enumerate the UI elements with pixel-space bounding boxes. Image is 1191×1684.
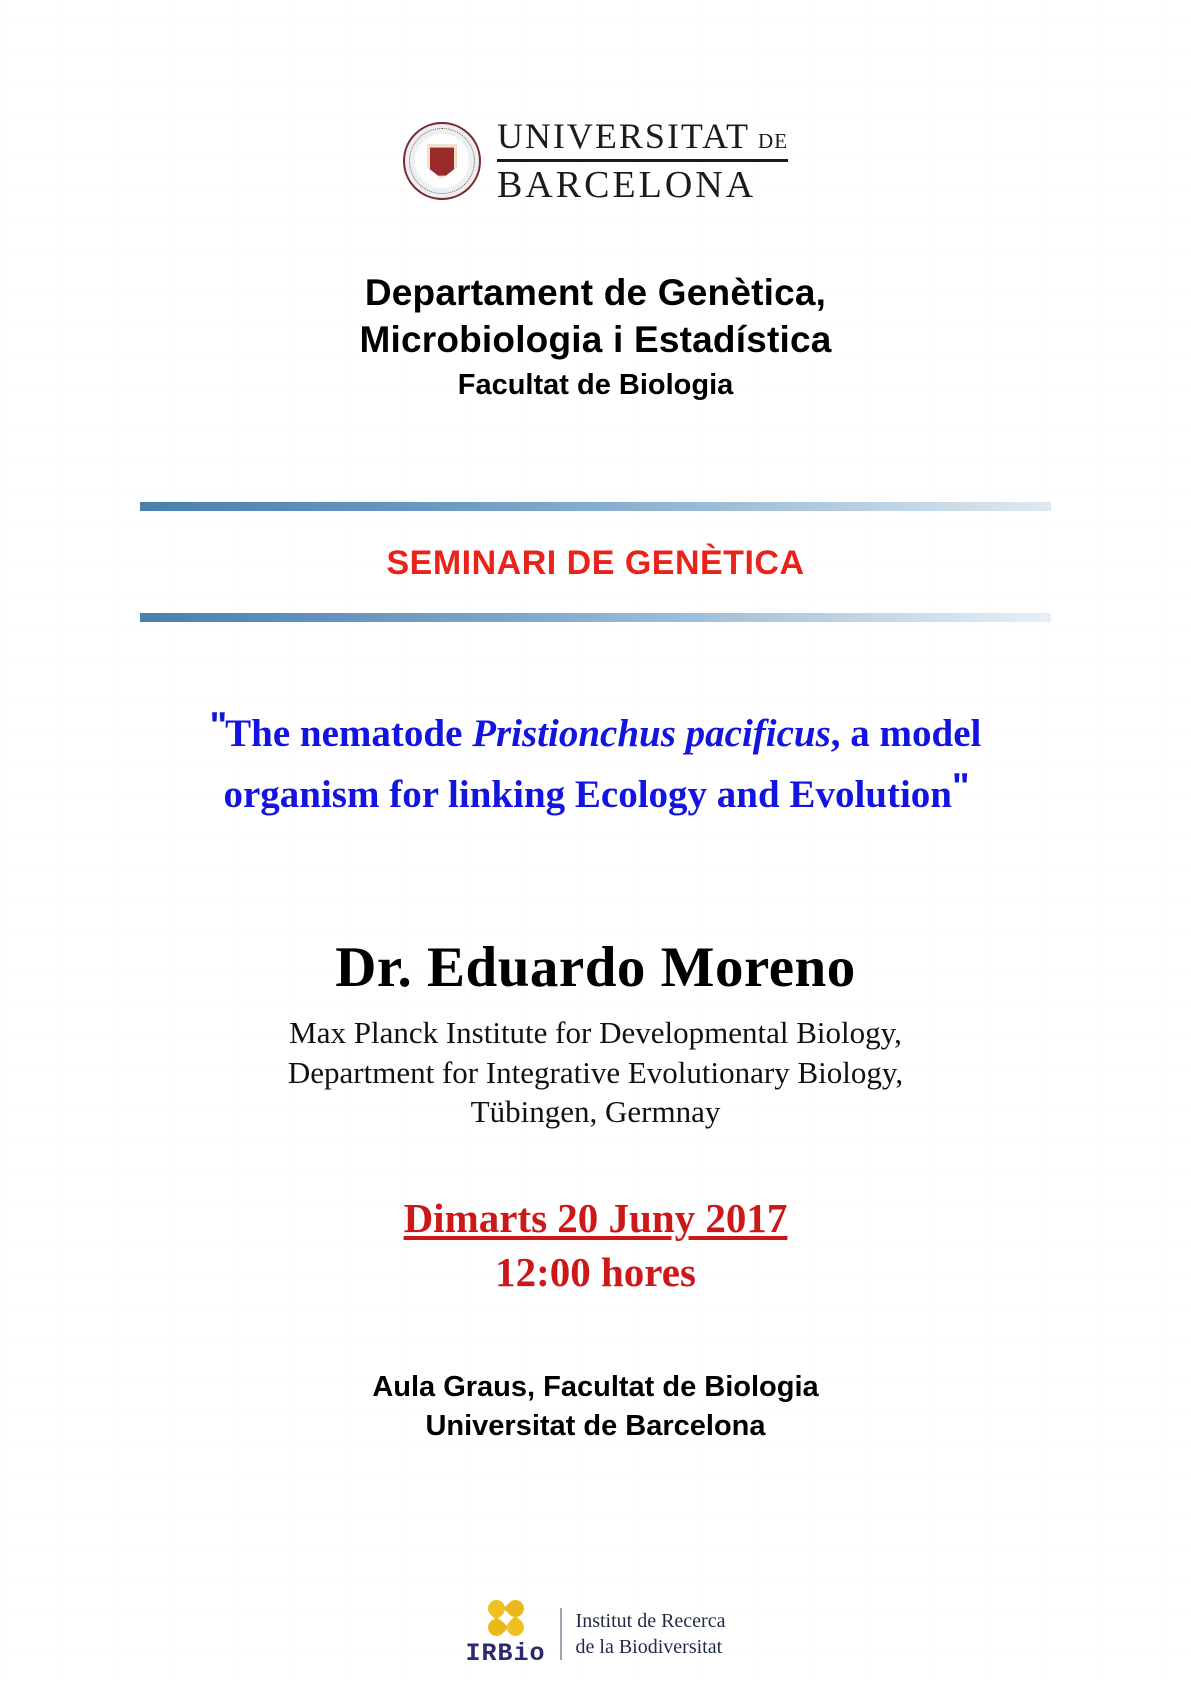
speaker-block	[0, 935, 1191, 1132]
venue-block	[0, 1368, 1191, 1445]
affiliation-line-2: Department for Integrative Evolutionary Biology,	[287, 1054, 904, 1090]
talk-title-part1: The nematode	[225, 712, 473, 756]
irbio-fullname-line-2: de la Biodiversitat	[575, 1635, 723, 1658]
seminar-banner-title: SEMINARI DE GENÈTICA	[386, 543, 805, 582]
banner-top-rule	[140, 502, 1051, 511]
seminar-time: 12:00 hores	[495, 1248, 696, 1295]
ub-wordmark-line2: BARCELONA	[496, 164, 757, 206]
talk-title-part2: , a model organism for linking Ecology and Evolution	[223, 712, 982, 817]
talk-title	[176, 700, 1016, 823]
speaker-name: Dr. Eduardo Moreno	[335, 935, 856, 999]
seminar-banner	[0, 502, 1191, 622]
irbio-fullname	[576, 1608, 726, 1660]
department-line-2: Microbiologia i Estadística	[359, 318, 832, 360]
ub-wordmark-line1: UNIVERSITAT	[496, 116, 751, 156]
footer-logos	[0, 1599, 1191, 1668]
quote-close: "	[951, 766, 968, 808]
irbio-wordmark: IRBio	[465, 1639, 546, 1668]
department-line-1: Departament de Genètica,	[364, 272, 827, 313]
irbio-logo	[466, 1599, 546, 1668]
talk-title-species: Pristionchus pacificus	[472, 712, 831, 756]
affiliation-line-1: Max Planck Institute for Developmental Biology,	[289, 1014, 902, 1050]
speaker-affiliation	[0, 1013, 1191, 1132]
venue-line-2: Universitat de Barcelona	[425, 1409, 766, 1442]
department-block	[0, 270, 1191, 402]
flower-icon	[487, 1599, 525, 1637]
banner-bottom-rule	[140, 613, 1051, 622]
quote-open: "	[209, 704, 226, 746]
faculty-line: Facultat de Biologia	[457, 368, 734, 401]
irbio-fullname-line-1: Institut de Recerca	[575, 1609, 726, 1632]
ub-wordmark-de: DE	[758, 129, 789, 153]
schedule-block	[0, 1194, 1191, 1296]
venue-line-1: Aula Graus, Facultat de Biologia	[372, 1370, 819, 1403]
ub-seal-icon	[403, 122, 481, 200]
footer-divider	[560, 1608, 562, 1660]
university-logo	[0, 0, 1191, 204]
ub-wordmark-rule	[497, 159, 788, 162]
ub-wordmark	[497, 118, 788, 204]
affiliation-line-3: Tübingen, Germnay	[470, 1094, 721, 1130]
seminar-date: Dimarts 20 Juny 2017	[403, 1194, 788, 1241]
